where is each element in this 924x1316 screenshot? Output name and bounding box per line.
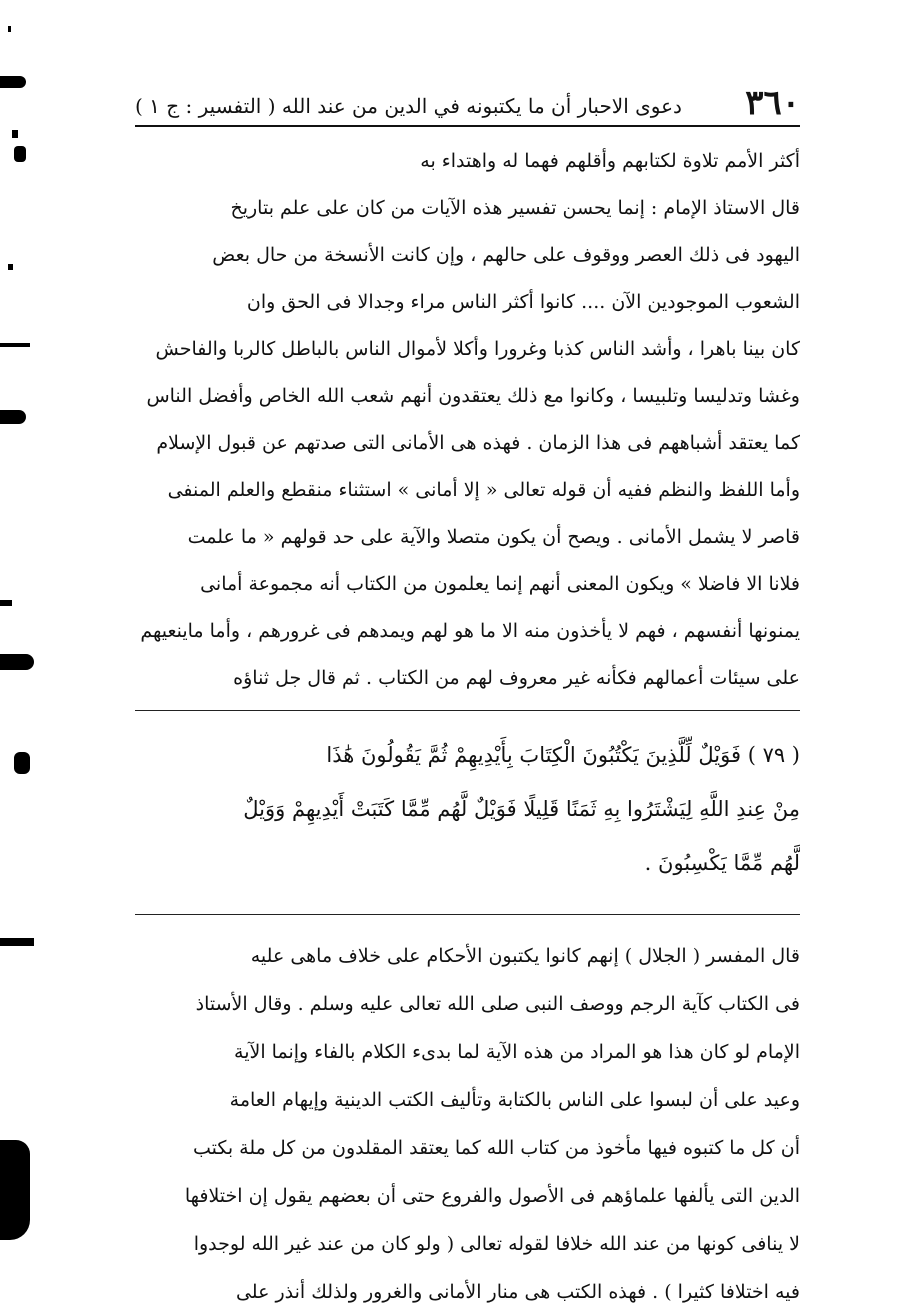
verse-line: ( ٧٩ ) فَوَيْلٌ لِّلَّذِينَ يَكْتُبُونَ الْكِتَابَ بِأَيْدِيهِمْ ثُمَّ يَقُولُونَ هَٰذَا xyxy=(326,743,800,767)
text-line: يمنونها أنفسهم ، فهم لا يأخذون منه الا ما هو لهم ويمدهم فى غرورهم ، وأما ماينعيهم xyxy=(140,620,800,642)
scan-edge-mark xyxy=(0,343,30,347)
text-line: قال المفسر ( الجلال ) إنهم كانوا يكتبون الأحكام على خلاف ماهى عليه xyxy=(250,945,800,967)
text-line: لا ينافى كونها من عند الله خلافا لقوله تعالى ( ولو كان من عند غير الله لوجدوا xyxy=(193,1233,800,1255)
text-line: فى الكتاب كآية الرجم ووصف النبى صلى الله تعالى عليه وسلم . وقال الأستاذ xyxy=(195,993,800,1015)
text-line: أكثر الأمم تلاوة لكتابهم وأقلهم فهما له واهتداء به xyxy=(420,150,800,172)
text-line: فيه اختلافا كثيرا ) . فهذه الكتب هى منار الأمانى والغرور ولذلك أنذر على xyxy=(235,1281,800,1303)
verse-line: مِنْ عِندِ اللَّهِ لِيَشْتَرُوا بِهِ ثَمَنًا قَلِيلًا فَوَيْلٌ لَّهُم مِّمَّا كَتَبَتْ أَيْدِيهِمْ وَوَيْلٌ xyxy=(243,797,800,821)
text-line: كما يعتقد أشباههم فى هذا الزمان . فهذه هى الأمانى التى صدتهم عن قبول الإسلام xyxy=(156,432,800,454)
scan-edge-mark xyxy=(14,146,26,162)
scan-edge-mark xyxy=(0,654,34,670)
scan-edge-mark xyxy=(0,1140,30,1240)
text-line: فلانا الا فاضلا » ويكون المعنى أنهم إنما يعلمون من الكتاب أنه مجموعة أمانى xyxy=(200,573,800,595)
text-line: الإمام لو كان هذا هو المراد من هذه الآية لما بدىء الكلام بالفاء وإنما الآية xyxy=(234,1041,800,1063)
running-title: دعوى الاحبار أن ما يكتبونه في الدين من عند الله ( التفسير : ج ١ ) xyxy=(135,94,682,118)
text-line: قاصر لا يشمل الأمانى . ويصح أن يكون متصلا والآية على حد قولهم « ما علمت xyxy=(187,526,800,548)
scan-edge-mark xyxy=(14,752,30,774)
page-number: ٣٦٠ xyxy=(745,83,800,123)
commentary-top xyxy=(135,138,800,702)
commentary-bottom xyxy=(135,932,800,1316)
text-line: قال الاستاذ الإمام : إنما يحسن تفسير هذه الآيات من كان على علم بتاريخ xyxy=(230,197,800,219)
text-line: وأما اللفظ والنظم ففيه أن قوله تعالى « إلا أمانى » استثناء منقطع والعلم المنفى xyxy=(167,479,800,501)
scan-edge-mark xyxy=(12,130,18,138)
text-line: على سيئات أعمالهم فكأنه غير معروف لهم من الكتاب . ثم قال جل ثناؤه xyxy=(233,667,800,689)
text-line: اليهود فى ذلك العصر ووقوف على حالهم ، وإن كانت الأنسخة من حال بعض xyxy=(212,244,800,266)
header-rule xyxy=(135,125,800,127)
section-rule xyxy=(135,710,800,711)
section-rule xyxy=(135,914,800,915)
text-line: أن كل ما كتبوه فيها مأخوذ من كتاب الله كما يعتقد المقلدون من كل ملة بكتب xyxy=(192,1137,800,1159)
scan-edge-mark xyxy=(8,264,13,270)
scan-edge-mark xyxy=(0,76,26,88)
verse-line: لَّهُم مِّمَّا يَكْسِبُونَ . xyxy=(644,851,800,875)
text-line: وغشا وتدليسا وتلبيسا ، وكانوا مع ذلك يعتقدون أنهم شعب الله الخاص وأفضل الناس xyxy=(146,385,800,407)
scan-edge-mark xyxy=(0,600,12,606)
page-header xyxy=(135,78,800,123)
text-line: وعيد على أن لبسوا على الناس بالكتابة وتأليف الكتب الدينية وإيهام العامة xyxy=(229,1089,800,1111)
text-line: الدين التى يألفها علماؤهم فى الأصول والفروع حتى أن بعضهم يقول إن اختلافها xyxy=(184,1185,800,1207)
text-line: الشعوب الموجودين الآن .... كانوا أكثر الناس مراء وجدالا فى الحق وان xyxy=(246,291,800,313)
scan-edge-mark xyxy=(0,410,26,424)
quran-verse xyxy=(135,728,800,890)
scan-edge-mark xyxy=(0,938,34,946)
text-line: كان بينا باهرا ، وأشد الناس كذبا وغرورا وأكلا لأموال الناس بالباطل كالربا والفاحش xyxy=(155,338,800,360)
scan-edge-mark xyxy=(8,26,11,32)
